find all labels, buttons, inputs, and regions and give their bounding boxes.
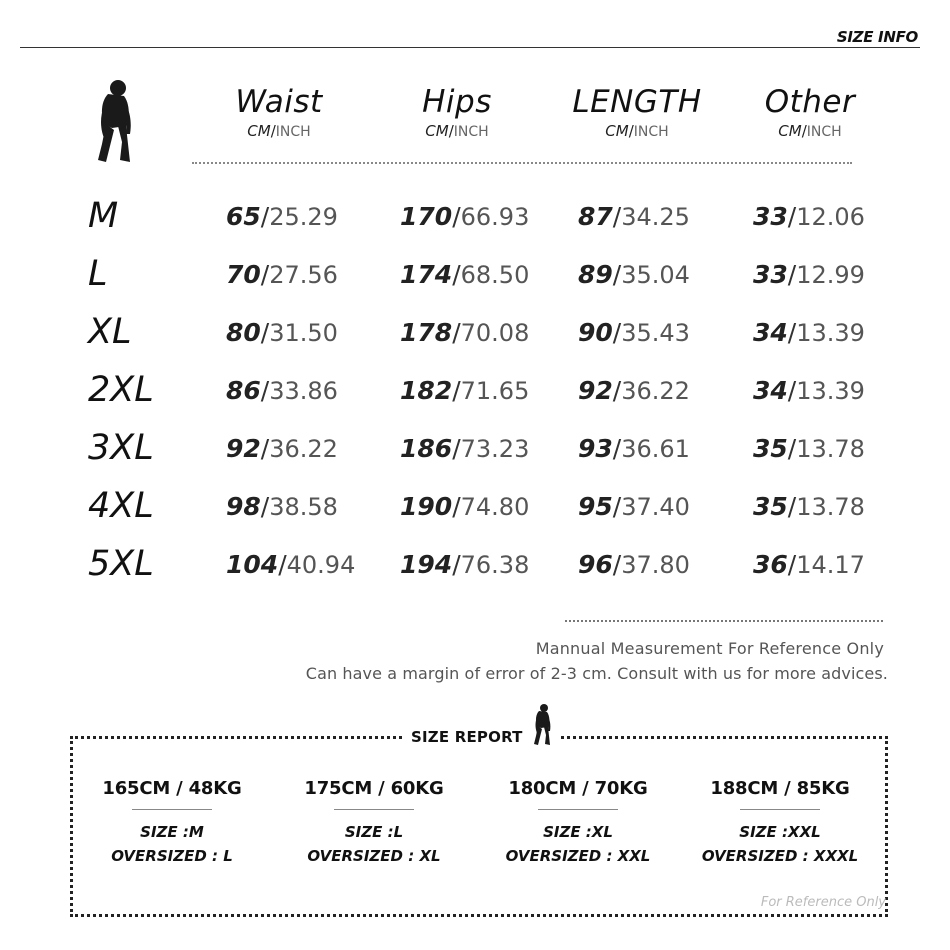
item-divider bbox=[538, 809, 618, 810]
margin-note: Can have a margin of error of 2-3 cm. Consult with us for more advices. bbox=[305, 664, 888, 683]
other-cell: 33/12.99 bbox=[753, 260, 865, 289]
recommended-size: SIZE :XL bbox=[543, 823, 613, 841]
ape-figure-small-icon bbox=[531, 703, 555, 750]
oversized-size: OVERSIZED : XL bbox=[307, 847, 441, 865]
oversized-size: OVERSIZED : XXL bbox=[505, 847, 651, 865]
other-cell: 34/13.39 bbox=[753, 318, 865, 347]
item-divider bbox=[740, 809, 820, 810]
column-header-other bbox=[725, 84, 895, 140]
reference-footnote: For Reference Only bbox=[760, 895, 886, 910]
recommended-size: SIZE :M bbox=[140, 823, 204, 841]
hips-cell: 178/70.08 bbox=[400, 318, 530, 347]
footer-dotted-divider bbox=[565, 620, 883, 622]
waist-cell: 92/36.22 bbox=[226, 434, 338, 463]
waist-cell: 98/38.58 bbox=[226, 492, 338, 521]
other-cell: 34/13.39 bbox=[753, 376, 865, 405]
column-unit: CM/INCH bbox=[425, 122, 489, 140]
hips-cell: 194/76.38 bbox=[400, 550, 530, 579]
table-row bbox=[0, 486, 950, 536]
table-row bbox=[0, 370, 950, 420]
size-report-item bbox=[274, 778, 474, 868]
size-label: XL bbox=[88, 312, 132, 352]
body-measurement: 180CM / 70KG bbox=[508, 778, 648, 799]
recommended-size: SIZE :L bbox=[344, 823, 404, 841]
oversized-size: OVERSIZED : XXXL bbox=[701, 847, 859, 865]
length-cell: 87/34.25 bbox=[578, 202, 690, 231]
column-title: Hips bbox=[422, 84, 492, 120]
size-label: 3XL bbox=[88, 428, 154, 468]
column-unit: CM/INCH bbox=[605, 122, 669, 140]
measurement-note: Mannual Measurement For Reference Only bbox=[535, 639, 884, 658]
waist-cell: 86/33.86 bbox=[226, 376, 338, 405]
waist-cell: 104/40.94 bbox=[226, 550, 356, 579]
table-row bbox=[0, 544, 950, 594]
item-divider bbox=[334, 809, 414, 810]
length-cell: 89/35.04 bbox=[578, 260, 690, 289]
length-cell: 95/37.40 bbox=[578, 492, 690, 521]
size-label: 5XL bbox=[88, 544, 154, 584]
oversized-size: OVERSIZED : L bbox=[111, 847, 233, 865]
waist-cell: 65/25.29 bbox=[226, 202, 338, 231]
length-cell: 92/36.22 bbox=[578, 376, 690, 405]
size-label: 2XL bbox=[88, 370, 154, 410]
top-divider bbox=[20, 47, 920, 48]
column-header-hips bbox=[372, 84, 542, 140]
waist-cell: 80/31.50 bbox=[226, 318, 338, 347]
hips-cell: 170/66.93 bbox=[400, 202, 530, 231]
hips-cell: 182/71.65 bbox=[400, 376, 530, 405]
other-cell: 35/13.78 bbox=[753, 492, 865, 521]
column-header-length bbox=[552, 84, 722, 140]
column-title: LENGTH bbox=[572, 84, 702, 120]
table-row bbox=[0, 196, 950, 246]
waist-cell: 70/27.56 bbox=[226, 260, 338, 289]
other-cell: 36/14.17 bbox=[753, 550, 865, 579]
size-report-item bbox=[680, 778, 880, 868]
length-cell: 93/36.61 bbox=[578, 434, 690, 463]
item-divider bbox=[132, 809, 212, 810]
size-report-item bbox=[478, 778, 678, 868]
size-label: 4XL bbox=[88, 486, 154, 526]
length-cell: 96/37.80 bbox=[578, 550, 690, 579]
column-header-waist bbox=[194, 84, 364, 140]
other-cell: 35/13.78 bbox=[753, 434, 865, 463]
recommended-size: SIZE :XXL bbox=[739, 823, 821, 841]
size-label: L bbox=[88, 254, 108, 294]
hips-cell: 186/73.23 bbox=[400, 434, 530, 463]
column-unit: CM/INCH bbox=[778, 122, 842, 140]
size-report-header bbox=[405, 690, 561, 750]
size-report-item bbox=[72, 778, 272, 868]
hips-cell: 190/74.80 bbox=[400, 492, 530, 521]
table-row bbox=[0, 312, 950, 362]
header-dotted-divider bbox=[192, 162, 852, 164]
body-measurement: 165CM / 48KG bbox=[102, 778, 242, 799]
size-label: M bbox=[88, 196, 119, 236]
ape-figure-icon bbox=[92, 78, 140, 164]
other-cell: 33/12.06 bbox=[753, 202, 865, 231]
column-title: Other bbox=[764, 84, 856, 120]
body-measurement: 188CM / 85KG bbox=[710, 778, 850, 799]
column-title: Waist bbox=[235, 84, 323, 120]
body-measurement: 175CM / 60KG bbox=[304, 778, 444, 799]
size-info-title: SIZE INFO bbox=[836, 28, 918, 46]
length-cell: 90/35.43 bbox=[578, 318, 690, 347]
table-row bbox=[0, 428, 950, 478]
hips-cell: 174/68.50 bbox=[400, 260, 530, 289]
table-row bbox=[0, 254, 950, 304]
column-unit: CM/INCH bbox=[247, 122, 311, 140]
size-report-title: SIZE REPORT bbox=[411, 728, 523, 746]
